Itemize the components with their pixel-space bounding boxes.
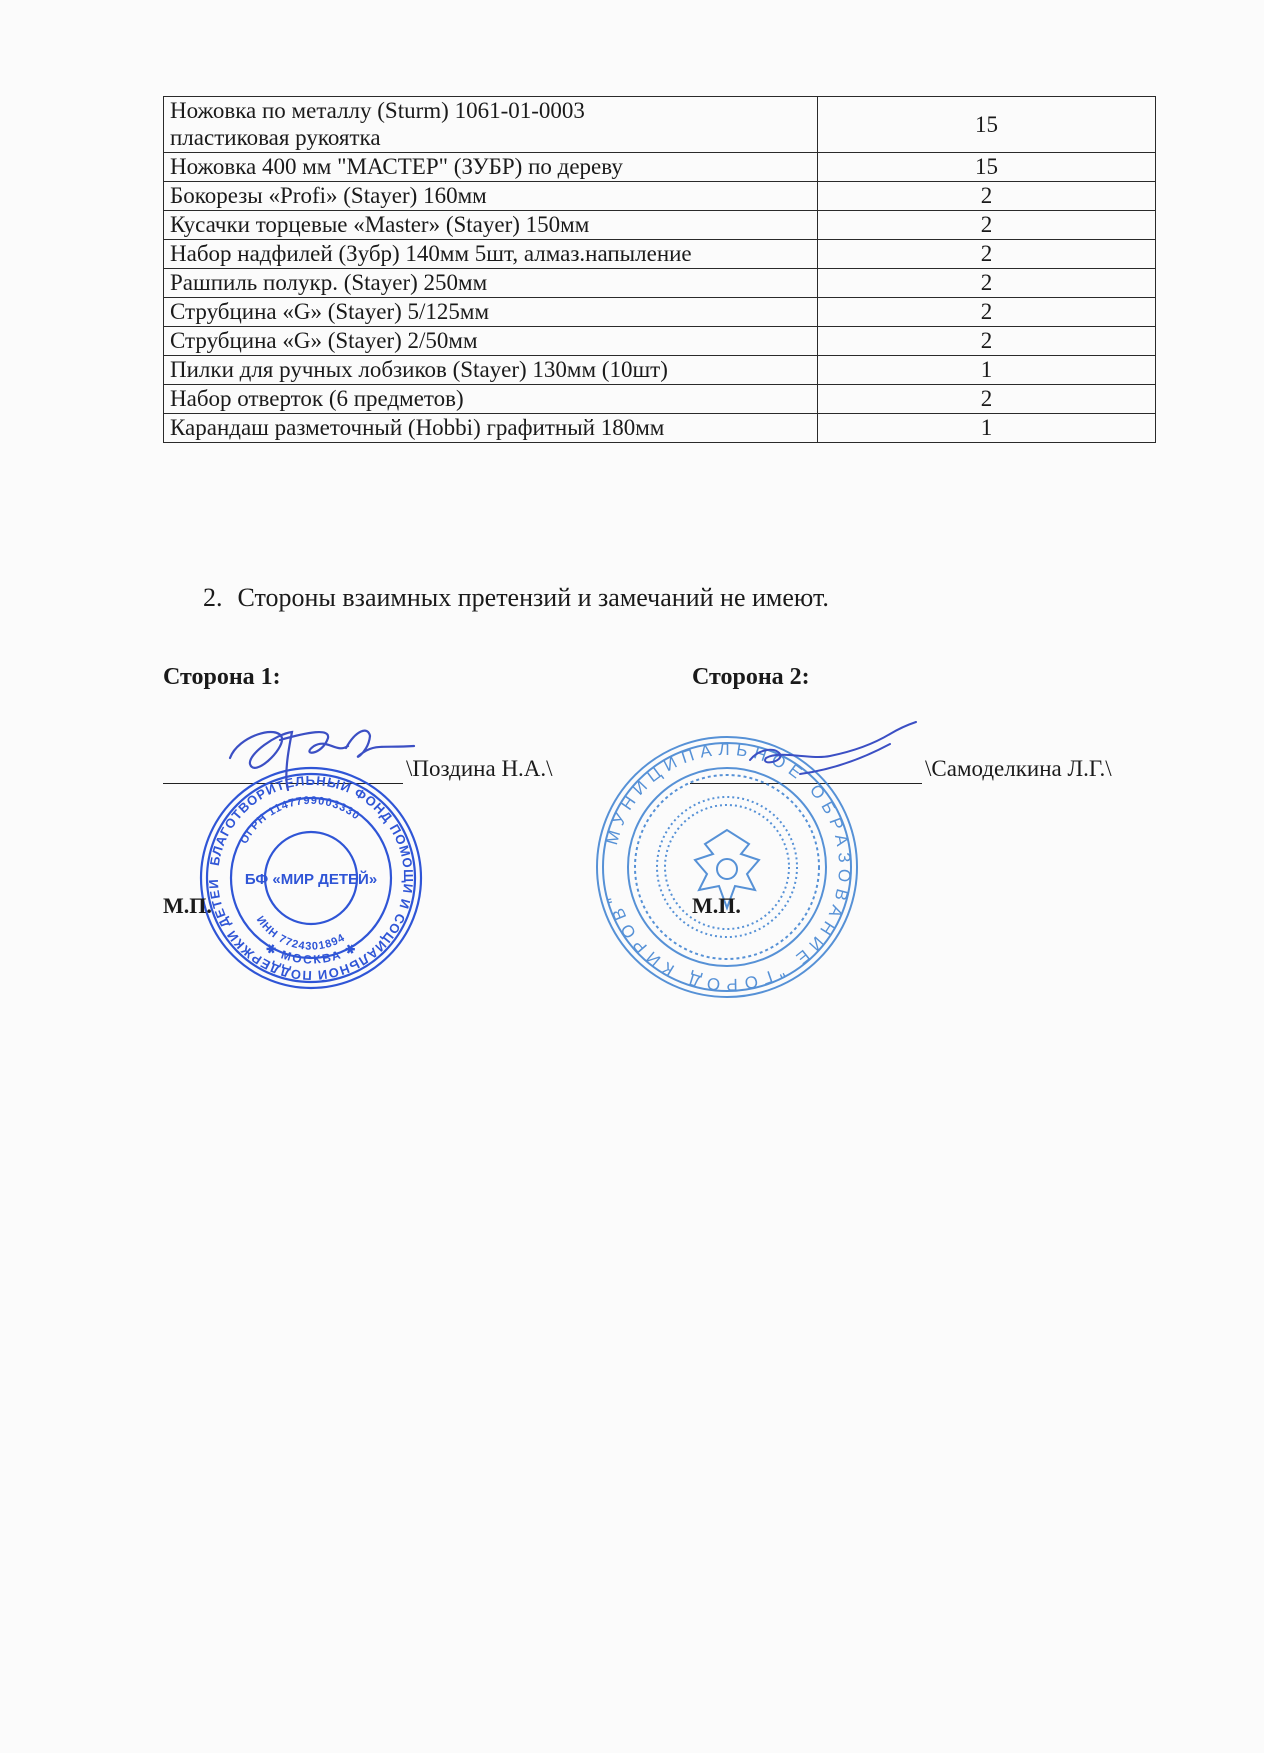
item-qty-cell: 15 [818,97,1156,153]
item-qty-cell: 2 [818,269,1156,298]
item-name-cell [164,385,818,414]
item-name-line: Набор отверток (6 предметов) [170,386,464,411]
item-name-line: Ножовка по металлу (Sturm) 1061-01-0003 [170,98,585,123]
item-name-line: Кусачки торцевые «Master» (Stayer) 150мм [170,212,590,237]
item-qty-cell: 2 [818,211,1156,240]
table-row [164,385,1156,414]
item-name-line: Набор надфилей (Зубр) 140мм 5шт, алмаз.напыление [170,241,692,266]
item-qty-cell: 2 [818,298,1156,327]
item-name-line: Карандаш разметочный (Hobbi) графитный 180мм [170,415,665,440]
party1-signatory-name: \Поздина Н.А.\ [406,756,553,781]
item-name-cell [164,153,818,182]
item-name-line: Струбцина «G» (Stayer) 5/125мм [170,299,490,324]
party1-signature [218,716,418,796]
item-qty-cell: 2 [818,240,1156,269]
table-row [164,182,1156,211]
item-name-cell [164,298,818,327]
party2-label: Сторона 2: [692,664,810,690]
item-qty-cell: 15 [818,153,1156,182]
items-table-body [164,97,1156,443]
table-row [164,414,1156,443]
party1-stamp-ogrn: ОГРН 1147799003330 [238,794,363,846]
item-name-cell [164,182,818,211]
items-table [163,96,1156,443]
party1-stamp-city: ✱ МОСКВА ✱ [263,939,360,967]
item-name-cell [164,269,818,298]
item-name-line: Бокорезы «Profi» (Stayer) 160мм [170,183,487,208]
item-name-line: пластиковая рукоятка [170,125,381,150]
table-row [164,269,1156,298]
party2-stamp-ring-text: МУНИЦИПАЛЬНОЕ ОБРАЗОВАНИЕ "ГОРОД КИРОВ" [602,739,855,995]
item-name-line: Пилки для ручных лобзиков (Stayer) 130мм (10шт) [170,357,668,382]
item-name-line: Ножовка 400 мм "МАСТЕР" (ЗУБР) по дереву [170,154,623,179]
clause-text: Стороны взаимных претензий и замечаний не имеют. [237,583,829,612]
table-row [164,97,1156,153]
item-name-line: Рашпиль полукр. (Stayer) 250мм [170,270,488,295]
party2-signature [740,720,920,790]
table-row [164,298,1156,327]
clause-2 [203,583,829,613]
item-qty-cell: 2 [818,182,1156,211]
party1-label: Сторона 1: [163,664,281,690]
table-row [164,153,1156,182]
item-name-cell [164,240,818,269]
item-name-line: Струбцина «G» (Stayer) 2/50мм [170,328,478,353]
item-qty-cell: 2 [818,327,1156,356]
party1-stamp-inn: ИНН 7724301894 [253,914,348,953]
item-qty-cell: 1 [818,356,1156,385]
party2-seal-placeholder: М.П. [692,893,741,918]
table-row [164,327,1156,356]
item-name-cell [164,356,818,385]
party1-stamp-ring-text: БЛАГОТВОРИТЕЛЬНЫЙ ФОНД ПОМОЩИ И СОЦИАЛЬНОЙ ПОДДЕРЖКИ ДЕТЕЙ [205,772,417,984]
item-name-cell [164,97,818,153]
party2-signatory-name: \Самоделкина Л.Г.\ [925,756,1112,781]
table-row [164,211,1156,240]
item-qty-cell: 2 [818,385,1156,414]
party1-seal-placeholder: М.П. [163,893,212,918]
party1-stamp-center: БФ «МИР ДЕТЕЙ» [244,871,378,888]
clause-number: 2. [203,583,223,612]
table-row [164,356,1156,385]
item-name-cell [164,414,818,443]
party1-stamp [196,763,426,993]
item-name-cell [164,327,818,356]
item-name-cell [164,211,818,240]
table-row [164,240,1156,269]
item-qty-cell: 1 [818,414,1156,443]
